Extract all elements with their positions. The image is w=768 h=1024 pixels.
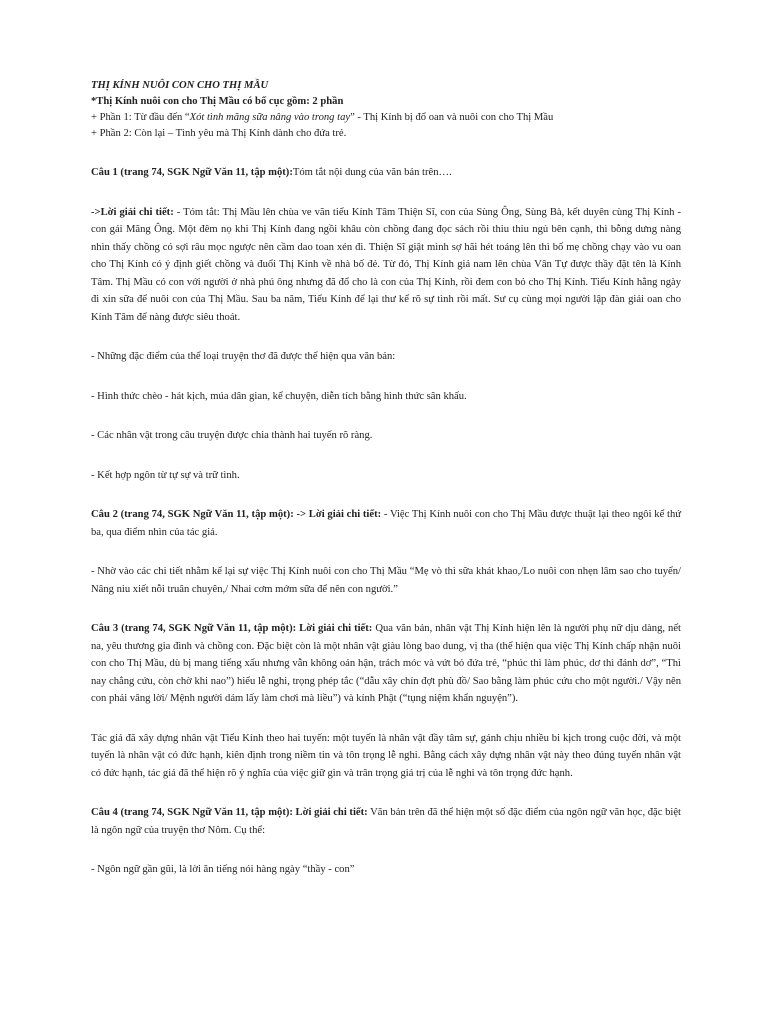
question-3-text: Qua văn bản, nhân vật Thị Kính hiện lên là người phụ nữ dịu dàng, nết na, yêu thương gia đình và chồng con. Đặc biệt còn là một nhân vật giàu lòng bao dung, vị tha (thể hiện qua việc Thị Kính chấp nhận nuôi con cho Thị Mầu, dù bị mang tiếng xấu nhưng vẫn không oán hận, trách móc và vứt bỏ đứa trẻ, “phúc thì làm phúc, dơ thì đánh dơ”, “Thì nay chẳng cứu, còn chờ khi nao”) hiểu lễ nghi, trọng phép tắc (“dẫu xây chín đợt phù đồ/ Sao bằng làm phúc cứu cho một người./ Vậy nên con phải vâng lời/ Mệnh người dám lấy làm chơi mà liều”) và kính Phật (“tụng niệm khẩn nguyện”). [91, 623, 681, 704]
question-4 [91, 804, 681, 839]
question-2-label: Câu 2 (trang 74, SGK Ngữ Văn 11, tập một): -> Lời giải chi tiết: [91, 509, 382, 520]
answer-1 [91, 204, 681, 327]
question-1 [91, 164, 681, 182]
document-body [91, 78, 681, 879]
layout-heading: *Thị Kính nuôi con cho Thị Mầu có bố cục gồm: 2 phần [91, 96, 344, 107]
question-2 [91, 506, 681, 541]
answer-1-text: - Tóm tắt: Thị Mầu lên chùa ve vãn tiểu Kính Tâm Thiện Sĩ, con của Sùng Ông, Sùng Bà, kết duyên cùng Thị Kính - con gái Mãng Ông. Một đêm nọ khi Thị Kính đang ngồi khâu còn chồng đang đọc sách rồi thiu thiu ngủ bên cạnh, thì bỗng dưng nàng nhìn thấy chồng có sợi râu mọc ngược nên cầm dao toan xén đi. Thiện Sĩ giật mình sợ hãi hét toáng lên thì bố mẹ chồng chạy vào vu oan cho Thị Kính có ý định giết chồng và đuổi Thị Kính về nhà bố đẻ. Từ đó, Thị Kính giả nam lên chùa Vân Tự được thầy đặt tên là Kính Tâm. Thị Mầu có con với người ở nhà phú ông nhưng đã đổ cho là con của Thị Kính, rồi đem con bỏ cho Thị Kính. Tiểu Kính hằng ngày đi xin sữa để nuôi con của Thị Mầu. Sau ba năm, Tiểu Kính để lại thư kể rõ sự tình rồi mất. Sư cụ cùng mọi người lập đàn giải oan cho Kính Tâm để nàng được siêu thoát. [91, 206, 681, 323]
genre-point-1: - Hình thức chèo - hát kịch, múa dân gian, kể chuyện, diễn tích bằng hình thức sân khấu. [91, 390, 467, 402]
question-3-paragraph-2: Tác giả đã xây dựng nhân vật Tiểu Kính theo hai tuyến: một tuyến là nhân vật đầy tâm sự, gánh chịu nhiều bi kịch trong cuộc đời, và một tuyến là nhân vật có đức hạnh, kiên định trong niềm tin và tôn trọng lễ nghi. Bằng cách xây dựng nhân vật này theo đúng tuyến nhân vật có đức hạnh, tác giả đã thể hiện rõ ý nghĩa của việc giữ gìn và trân trọng giá trị của lễ nghi và tôn trọng đức hạnh. [91, 732, 681, 779]
genre-point-3: - Kết hợp ngôn từ tự sự và trữ tình. [91, 469, 240, 481]
layout-part-2: + Phần 2: Còn lại – Tình yêu mà Thị Kính dành cho đứa trẻ. [91, 128, 347, 139]
genre-intro: - Những đặc điểm của thể loại truyện thơ đã được thể hiện qua văn bản: [91, 351, 396, 362]
genre-point-2: - Các nhân vật trong câu truyện được chia thành hai tuyến rõ ràng. [91, 430, 373, 441]
question-4-text: Văn bản trên đã thể hiện một số đặc điểm của ngôn ngữ văn học, đặc biệt là ngôn ngữ của truyện thơ Nôm. Cụ thể: [91, 807, 682, 836]
question-1-label: Câu 1 (trang 74, SGK Ngữ Văn 11, tập một): [91, 167, 293, 178]
part1-prefix: + Phần 1: Từ đầu đến “ [91, 112, 190, 123]
part1-suffix: ” - Thị Kính bị đổ oan và nuôi con cho Thị Mầu [350, 112, 554, 123]
question-3 [91, 620, 681, 708]
question-2-text: - Việc Thị Kính nuôi con cho Thị Mầu được thuật lại theo ngôi kể thứ ba, qua điểm nhìn của tác giả. [91, 509, 681, 538]
document-title: THỊ KÍNH NUÔI CON CHO THỊ MẦU [91, 80, 269, 91]
question-4-point-1: - Ngôn ngữ gần gũi, là lời ăn tiếng nói hàng ngày “thầy - con” [91, 864, 355, 875]
answer-1-label: ->Lời giải chi tiết: [91, 206, 174, 218]
part1-quote: Xót tình măng sữa nâng vào trong tay [189, 112, 351, 123]
question-2-detail: - Nhờ vào các chi tiết nhằm kể lại sự việc Thị Kính nuôi con cho Thị Mầu “Mẹ vò thì sữa khát khao,/Lo nuôi con nhẹn lâm sao cho tuyển/ Nâng niu xiết nỗi truân chuyên,/ Nhai cơm mớm sữa để nên con người.” [91, 566, 681, 595]
question-4-label: Câu 4 (trang 74, SGK Ngữ Văn 11, tập một): Lời giải chi tiết: [91, 807, 368, 818]
question-1-text: Tóm tắt nội dung của văn bản trên…. [292, 167, 452, 178]
question-3-label: Câu 3 (trang 74, SGK Ngữ Văn 11, tập một): Lời giải chi tiết: [91, 623, 373, 634]
layout-part-1 [91, 110, 681, 126]
